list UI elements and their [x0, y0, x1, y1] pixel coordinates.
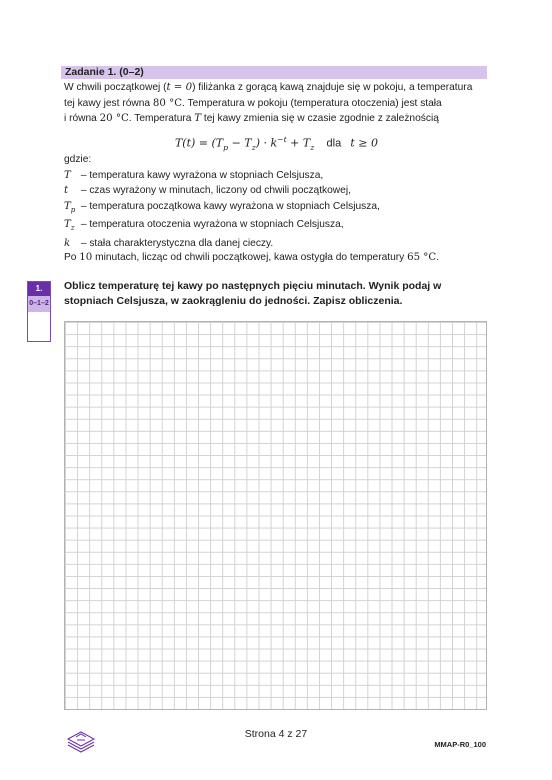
task-title: Zadanie 1. (0–2) — [61, 66, 487, 79]
question-prompt: Oblicz temperaturę tej kawy po następnych pięciu minutach. Wynik podaj w stopniach Celsjusza, w zaokrągleniu do jedności. Zapisz obliczenia. — [64, 280, 442, 307]
intro-line-1: W chwili początkowej (t = 0) filiżanka z gorącą kawą znajduje się w pokoju, a temperatura — [64, 82, 473, 93]
gdzie-label: gdzie: — [64, 154, 92, 165]
definition-row: k – stała charakterystyczna dla danej cieczy. — [64, 237, 274, 249]
definitions — [64, 152, 489, 251]
answer-grid[interactable] — [64, 321, 487, 710]
definition-row: T – temperatura kawy wyrażona w stopniach Celsjusza, — [64, 169, 324, 181]
points-scale: 0–1–2 — [28, 296, 50, 312]
definition-row: t – czas wyrażony w minutach, liczony od chwili początkowej, — [64, 185, 351, 196]
task-intro — [64, 80, 489, 127]
intro-line-3: i równa 20 °C. Temperatura T tej kawy zmienia się w czasie zgodnie z zależnością — [64, 113, 439, 124]
task-score-badge — [27, 281, 51, 342]
task-number: 1. — [28, 282, 50, 296]
intro-line-2: tej kawy jest równa 80 °C. Temperatura w pokoju (temperatura otoczenia) jest stała — [64, 97, 442, 109]
formula: $T(t) = (T_p - T_z) \cdot k^{-t} + T_z$ dla t ≥ 0 — [174, 135, 379, 152]
score-box — [28, 312, 50, 341]
definition-row: $T_p$ – temperatura początkowa kawy wyrażona w stopniach Celsjusza, — [64, 200, 380, 214]
page-number: Strona 4 z 27 — [244, 728, 308, 740]
definition-row: $T_z$ – temperatura otoczenia wyrażona w stopniach Celsjusza, — [64, 219, 344, 233]
document-code: MMAP-R0_100 — [434, 740, 486, 749]
after-text: Po 10 minutach, licząc od chwili początkowej, kawa ostygła do temperatury 65 °C. — [64, 252, 440, 263]
